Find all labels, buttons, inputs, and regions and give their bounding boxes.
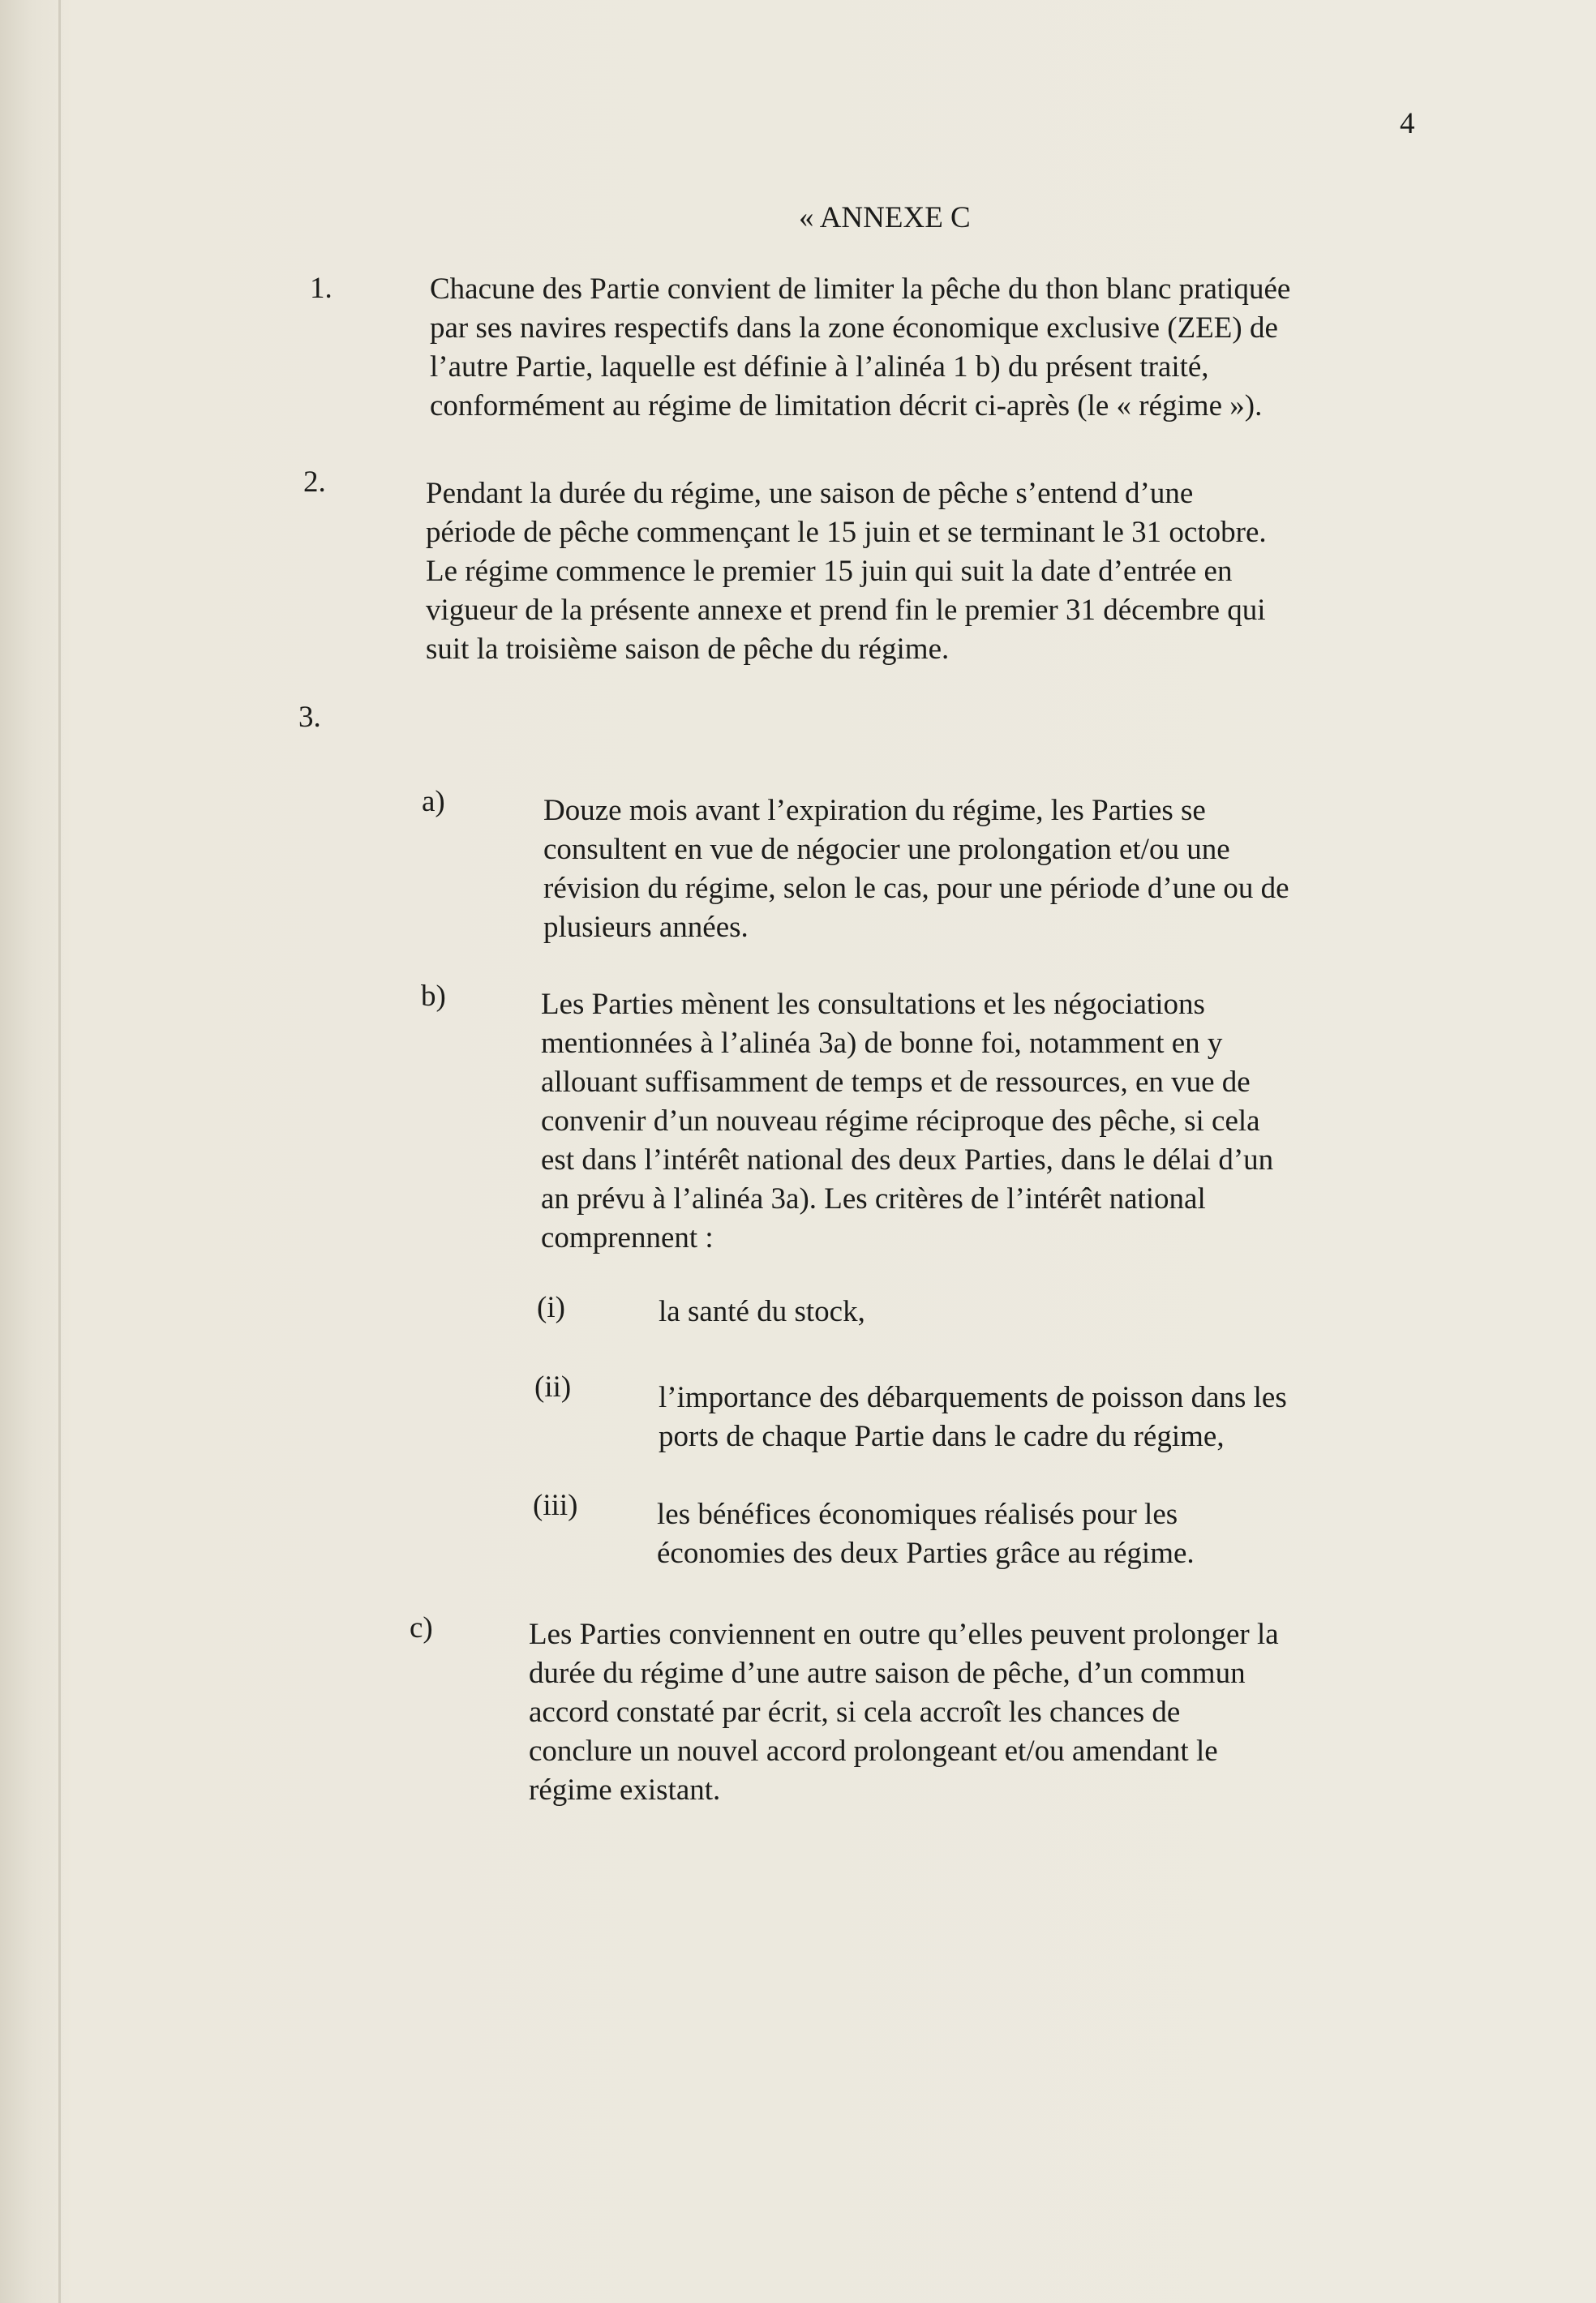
text-line: comprennent : [541, 1221, 714, 1254]
text-line: consultent en vue de négocier une prolongation et/ou une [543, 833, 1230, 866]
text-line: allouant suffisamment de temps et de ressources, en vue de [541, 1066, 1251, 1099]
text-line: par ses navires respectifs dans la zone économique exclusive (ZEE) de [430, 311, 1278, 345]
subitem-c-text [529, 1615, 1279, 1810]
subitem-label: a) [422, 785, 445, 818]
text-line: Douze mois avant l’expiration du régime, les Parties se [543, 794, 1206, 827]
text-line: convenir d’un nouveau régime réciproque des pêche, si cela [541, 1104, 1260, 1138]
text-line: la santé du stock, [659, 1295, 865, 1328]
text-line: Pendant la durée du régime, une saison de pêche s’entend d’une [426, 477, 1194, 510]
text-line: plusieurs années. [543, 911, 749, 944]
text-line: an prévu à l’alinéa 3a). Les critères de l’intérêt national [541, 1182, 1206, 1216]
criterion-label: (i) [537, 1291, 565, 1324]
paragraph-2-text [426, 474, 1267, 669]
text-line: économies des deux Parties grâce au régime. [657, 1537, 1195, 1570]
paragraph-number: 2. [303, 465, 326, 499]
annex-title: « ANNEXE C [799, 201, 971, 234]
paragraph-number: 3. [298, 701, 321, 734]
text-line: durée du régime d’une autre saison de pêche, d’un commun [529, 1657, 1246, 1690]
text-line: Chacune des Partie convient de limiter la pêche du thon blanc pratiquée [430, 272, 1291, 306]
text-line: conclure un nouvel accord prolongeant et/ou amendant le [529, 1735, 1218, 1768]
criterion-ii-text [659, 1379, 1287, 1456]
text-line: accord constaté par écrit, si cela accroît les chances de [529, 1696, 1181, 1729]
paragraph-1-text [430, 270, 1290, 426]
text-line: l’importance des débarquements de poisson dans les [659, 1381, 1287, 1414]
text-line: l’autre Partie, laquelle est définie à l’alinéa 1 b) du présent traité, [430, 350, 1209, 384]
text-line: Les Parties mènent les consultations et les négociations [541, 988, 1205, 1021]
text-line: les bénéfices économiques réalisés pour les [657, 1498, 1178, 1531]
text-line: mentionnées à l’alinéa 3a) de bonne foi, notamment en y [541, 1027, 1223, 1060]
text-line: Le régime commence le premier 15 juin qui suit la date d’entrée en [426, 555, 1233, 588]
page-number: 4 [1400, 107, 1415, 140]
paragraph-number: 1. [310, 272, 332, 305]
text-line: conformément au régime de limitation décrit ci-après (le « régime »). [430, 389, 1263, 422]
text-line: régime existant. [529, 1773, 721, 1807]
text-line: période de pêche commençant le 15 juin et se terminant le 31 octobre. [426, 516, 1267, 549]
text-line: révision du régime, selon le cas, pour une période d’une ou de [543, 872, 1289, 905]
text-line: est dans l’intérêt national des deux Parties, dans le délai d’un [541, 1143, 1274, 1177]
text-line: ports de chaque Partie dans le cadre du régime, [659, 1420, 1225, 1453]
criterion-iii-text [657, 1495, 1195, 1573]
criterion-label: (iii) [533, 1489, 578, 1522]
subitem-b-text [541, 985, 1273, 1258]
subitem-a-text [543, 791, 1289, 947]
subitem-label: c) [410, 1611, 433, 1645]
text-line: vigueur de la présente annexe et prend fin le premier 31 décembre qui [426, 594, 1266, 627]
text-line: Les Parties conviennent en outre qu’elles peuvent prolonger la [529, 1618, 1279, 1651]
criterion-label: (ii) [534, 1370, 572, 1404]
subitem-label: b) [421, 980, 446, 1013]
text-line: suit la troisième saison de pêche du régime. [426, 633, 950, 666]
criterion-i-text [659, 1293, 865, 1332]
